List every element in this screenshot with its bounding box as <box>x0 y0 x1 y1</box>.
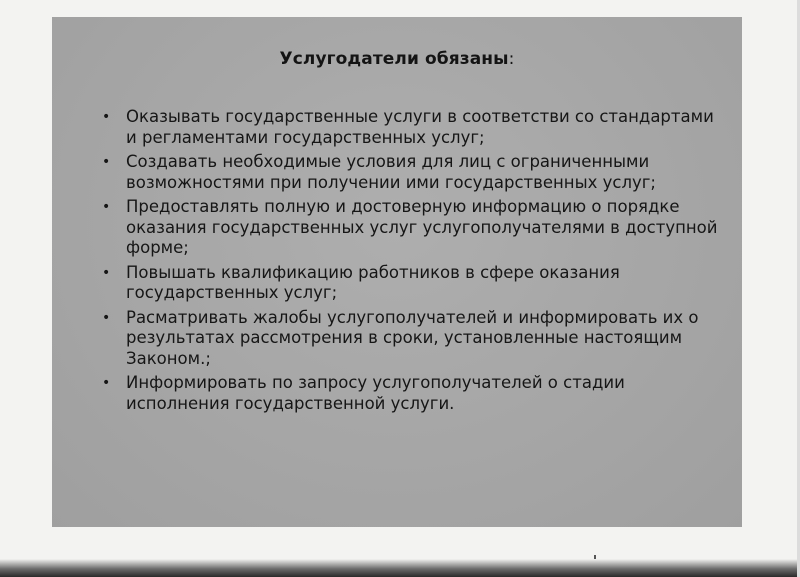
obligations-list <box>102 107 722 418</box>
bullet-icon: • <box>102 309 111 326</box>
list-item-text: Расматривать жалобы услугополучателей и информировать их о результатах рассмотрения в сроки, установленные настоящим Законом.; <box>126 307 699 368</box>
slide-title <box>52 49 742 69</box>
list-item-text: Предоставлять полную и достоверную информацию о порядке оказания государственных услуг услугополучателями в доступной форме; <box>126 197 718 257</box>
list-item-text: Повышать квалификацию работников в сфере оказания государственных услуг; <box>126 262 620 302</box>
list-item-text: Создавать необходимые условия для лиц с ограниченными возможностями при получении ими государственных услуг; <box>126 152 656 192</box>
slide-title-colon: : <box>508 49 515 69</box>
bullet-icon: • <box>102 109 111 125</box>
list-item <box>102 263 722 304</box>
bullet-icon: • <box>102 199 111 215</box>
bullet-icon: • <box>102 375 111 391</box>
list-item-text: Информировать по запросу услугополучателей о стадии исполнения государственной услуги. <box>126 373 625 413</box>
bullet-icon: • <box>102 264 111 281</box>
list-item-text: Оказывать государственные услуги в соответстви со стандартами и регламентами государственных услуг; <box>126 107 714 147</box>
bullet-icon: • <box>102 154 111 170</box>
list-item <box>102 152 722 193</box>
list-item <box>102 197 722 259</box>
slide <box>52 17 742 527</box>
list-item <box>102 107 722 148</box>
scan-edge-shadow <box>0 559 800 577</box>
list-item <box>102 373 722 414</box>
slide-title-text: Услугодатели обязаны <box>279 49 509 69</box>
list-item <box>102 308 722 370</box>
